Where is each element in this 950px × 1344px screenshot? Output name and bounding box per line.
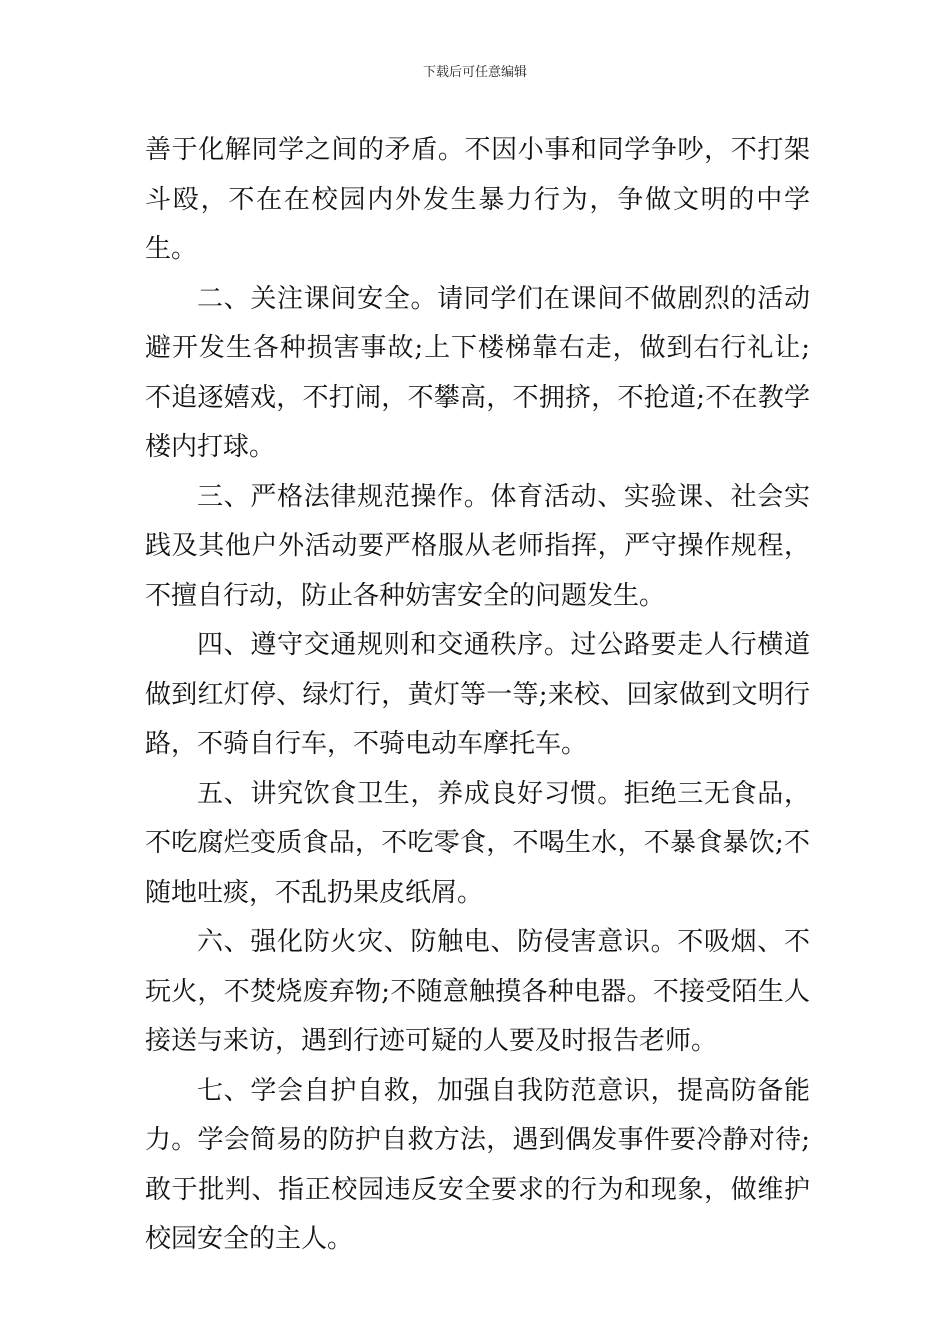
paragraph-7: 七、学会自护自救，加强自我防范意识，提高防备能力。学会简易的防护自救方法，遇到偶发事件要冷静对待;敢于批判、指正校园违反安全要求的行为和现象，做维护校园安全的主人。 (145, 1075, 810, 1254)
paragraph-4: 四、遵守交通规则和交通秩序。过公路要走人行横道做到红灯停、绿灯行，黄灯等一等;来校、回家做到文明行路，不骑自行车，不骑电动车摩托车。 (145, 630, 810, 759)
paragraph-3: 三、严格法律规范操作。体育活动、实验课、社会实践及其他户外活动要严格服从老师指挥，严守操作规程，不擅自行动，防止各种妨害安全的问题发生。 (145, 481, 810, 611)
paragraph-2: 二、关注课间安全。请同学们在课间不做剧烈的活动避开发生各种损害事故;上下楼梯靠右走，做到右行礼让;不追逐嬉戏，不打闹，不攀高，不拥挤，不抢道;不在教学楼内打球。 (145, 283, 810, 462)
paragraph-5: 五、讲究饮食卫生，养成良好习惯。拒绝三无食品，不吃腐烂变质食品，不吃零食，不喝生水，不暴食暴饮;不随地吐痰，不乱扔果皮纸屑。 (145, 778, 810, 908)
paragraph-1: 善于化解同学之间的矛盾。不因小事和同学争吵，不打架斗殴，不在在校园内外发生暴力行为，争做文明的中学生。 (145, 135, 810, 264)
paragraph-6: 六、强化防火灾、防触电、防侵害意识。不吸烟、不玩火，不焚烧废弃物;不随意触摸各种电器。不接受陌生人接送与来访，遇到行迹可疑的人要及时报告老师。 (145, 927, 810, 1056)
document-body (145, 126, 810, 1265)
page-header: 下载后可任意编辑 (422, 65, 527, 80)
